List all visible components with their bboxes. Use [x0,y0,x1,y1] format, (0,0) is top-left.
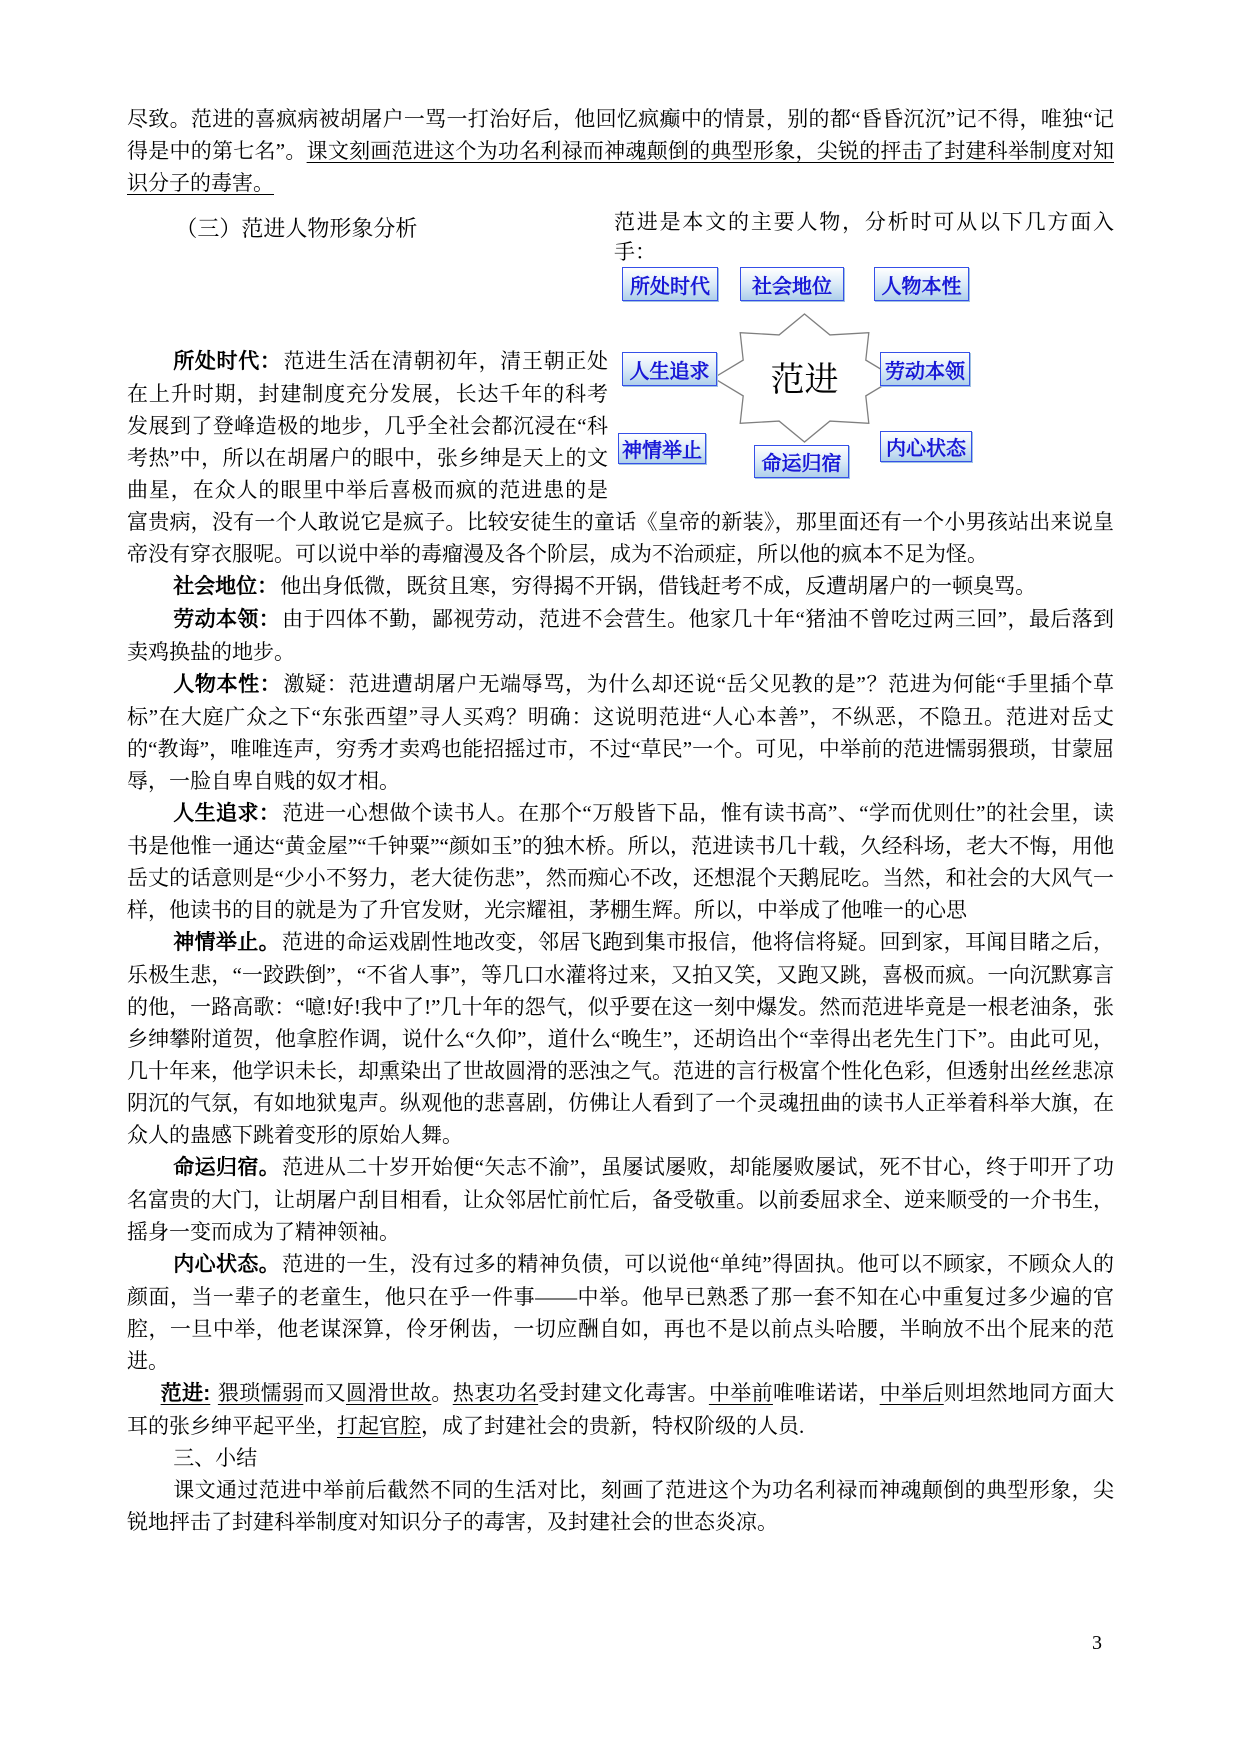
paragraph-head: 劳动本领： [173,608,281,631]
fanjin-summary-paragraph: 范进: 猥琐懦弱而又圆滑世故。热衷功名受封建文化毒害。中举前唯唯诺诺，中举后则坦然地同方面大耳的张乡绅平起平坐，打起官腔，成了封建社会的贵新，特权阶级的人员. [127,1381,1115,1438]
paragraph-text: 他出身低微，既贫且寒，穷得揭不开锅，借钱赶考不成，反遭胡屠户的一顿臭骂。 [280,574,1037,598]
paragraph-fate [127,1151,1114,1248]
paragraph-text: 范进的一生，没有过多的精神负债，可以说他“单纯”得固执。他可以不顾家，不顾众人的颜面，当一辈子的老童生，他只在乎一件事——中举。他早已熟悉了那一套不知在心中重复过多少遍的官腔，一旦中举，他老谋深算，伶牙俐齿，一切应酬自如，再也不是以前点头哈腰，半晌放不出个屁来的范进。 [127,1252,1114,1373]
summary-heading: 三、小结 [173,1446,258,1470]
paragraph-text: 范进从二十岁开始便“矢志不渝”，虽屡试屡败，却能屡败屡试，死不甘心，终于叩开了功名富贵的大门，让胡屠户刮目相看，让众邻居忙前忙后，备受敬重。以前委屈求全、逆来顺受的一介书生，摇身一变而成为了精神领袖。 [127,1155,1114,1244]
diagram-box-fate: 命运归宿 [754,445,849,478]
paragraph-text: 激疑：范进遭胡屠户无端辱骂，为什么却还说“岳父见教的是”？范进为何能“手里插个草标”在大庭广众之下“东张西望”寻人买鸡？明确：这说明范进“人心本善”，不纵恶，不隐丑。范进对岳丈的“教诲”，唯唯连声，穷秀才卖鸡也能招摇过市，不过“草民”一个。可见，中举前的范进懦弱猥琐，甘蒙屈辱，一脸自卑自贱的奴才相。 [127,672,1114,793]
paragraph-life-pursuit [127,797,1114,926]
diagram-box-demeanor: 神情举止 [618,433,706,464]
diagram-panel [614,207,1114,480]
paragraph-inner-state [127,1248,1114,1377]
fanjin-star-shape [712,312,897,444]
paragraph-social-status [127,570,1114,603]
diagram-intro-text: 范进是本文的主要人物，分析时可从以下几方面入手： [614,210,1114,264]
diagram-box-nature: 人物本性 [874,267,969,301]
paragraph-text: 由于四体不勤，鄙视劳动，范进不会营生。他家几十年“猪油不曾吃过两三回”，最后落到卖鸡换盐的地步。 [127,607,1114,664]
top-paragraph: 尽致。范进的喜疯病被胡屠户一骂一打治好后，他回忆疯癫中的情景，别的都“昏昏沉沉”记不得，唯独“记得是中的第七名”。课文刻画范进这个为功名利禄而神魂颠倒的典型形象，尖锐的抨击了封建科举制度对知识分子的毒害。 [127,107,1114,195]
diagram-box-era: 所处时代 [622,267,718,301]
diagram-box-social-status: 社会地位 [740,267,844,301]
diagram-box-labor-skill: 劳动本领 [880,352,970,386]
paragraph-head: 内心状态。 [173,1253,281,1276]
paragraph-head: 神情举止。 [173,931,280,954]
paragraph-text: 范进一心想做个读书人。在那个“万般皆下品，惟有读书高”、“学而优则仕”的社会里，读书是他惟一通达“黄金屋”“千钟粟”“颜如玉”的独木桥。所以，范进读书几十载，久经科场，老大不悔，用他岳丈的话意则是“少小不努力，老大徒伤悲”，然而痴心不改，还想混个天鹅屁吃。当然，和社会的大风气一样，他读书的目的就是为了升官发财，光宗耀祖，茅棚生辉。所以，中举成了他唯一的心思 [127,801,1115,922]
section-heading: （三）范进人物形象分析 [175,216,418,241]
paragraph-text: 范进生活在清朝初年，清王朝正处在上升时期，封建制度充分发展，长达千年的科考发展到了登峰造极的地步，几乎全社会都沉浸在“科考热”中，所以在胡屠户的眼中，张乡绅是天上的文曲星，在众人的眼里中举后喜极而疯的范进患的是富贵病，没有一个人敢说它是疯子。比较安徒生的童话《皇帝的新装》，那里面还有一个小男孩站出来说皇帝没有穿衣服呢。可以说中举的毒瘤漫及各个阶层，成为不治顽症，所以他的疯本不足为怪。 [127,349,1114,566]
character-analysis-diagram [614,267,1114,480]
paragraph-head: 社会地位： [173,575,279,598]
diagram-box-life-pursuit: 人生追求 [622,352,717,386]
diagram-center-label: 范进 [770,362,839,399]
paragraph-text: 范进的命运戏剧性地改变，邻居飞跑到集市报信，他将信将疑。回到家，耳闻目睹之后，乐极生悲，“一跤跌倒”，“不省人事”，等几口水灌将过来，又拍又笑，又跑又跳，喜极而疯。一向沉默寡言的他，一路高歌：“噫!好!我中了!”几十年的怨气，似乎要在这一刻中爆发。然而范进毕竟是一根老油条，张乡绅攀附道贺，他拿腔作调，说什么“久仰”，道什么“晚生”，还胡诌出个“幸得出老先生门下”。由此可见，几十年来，他学识未长，却熏染出了世故圆滑的恶浊之气。范进的言行极富个性化色彩，但透射出丝丝悲凉阴沉的气氛，有如地狱鬼声。纵观他的悲喜剧，仿佛让人看到了一个灵魂扭曲的读书人正举着科举大旗，在众人的蛊感下跳着变形的原始人舞。 [127,930,1115,1147]
paragraph-head: 人生追求： [173,802,281,825]
final-summary-paragraph: 课文通过范进中举前后截然不同的生活对比，刻画了范进这个为功名利禄而神魂颠倒的典型形象，尖锐地抨击了封建科举制度对知识分子的毒害，及封建社会的世态炎凉。 [127,1478,1114,1534]
paragraph-head: 命运归宿。 [173,1156,281,1179]
paragraph-nature [127,668,1114,797]
paragraph-head: 人物本性： [173,673,282,696]
page-number: 3 [1092,1632,1102,1654]
paragraph-head: 所处时代： [173,350,282,373]
paragraph-demeanor [127,926,1114,1151]
paragraph-labor-skill [127,603,1114,668]
diagram-box-inner-state: 内心状态 [880,431,972,462]
